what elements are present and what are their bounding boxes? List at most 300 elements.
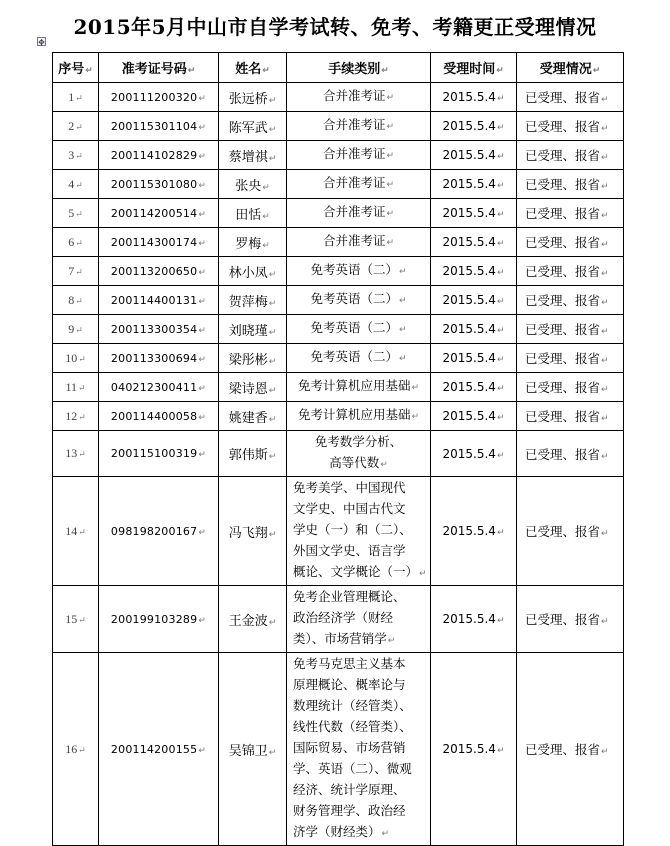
row-number-cell [53, 477, 99, 586]
paragraph-mark: ↵ [198, 93, 207, 104]
table-header-row [53, 53, 624, 83]
accept-status-cell [517, 286, 624, 315]
accept-status: 已受理、报省 [525, 322, 601, 337]
accept-status-cell [517, 228, 624, 257]
paragraph-mark: ↵ [496, 123, 505, 133]
procedure-type-cell [287, 373, 431, 402]
paragraph-mark: ↵ [78, 449, 86, 459]
paragraph-mark: ↵ [78, 744, 86, 755]
accept-status-cell [517, 653, 624, 846]
paragraph-mark: ↵ [601, 269, 609, 279]
candidate-name-cell [219, 431, 287, 477]
accept-date-cell [431, 141, 517, 170]
accept-date-cell [431, 653, 517, 846]
candidate-name: 张远桥 [228, 91, 268, 107]
table-row [53, 83, 624, 112]
paragraph-mark: ↵ [78, 382, 86, 393]
candidate-name-cell [219, 141, 287, 170]
paragraph-mark: ↵ [496, 268, 505, 278]
accept-status-cell [517, 257, 624, 286]
paragraph-mark: ↵ [496, 450, 505, 461]
exam-id: 200115100319 [110, 447, 198, 460]
paragraph-mark: ↵ [198, 325, 207, 336]
procedure-type-cell [287, 344, 431, 373]
paragraph-mark: ↵ [268, 153, 277, 164]
paragraph-mark: ↵ [78, 614, 86, 625]
row-number-cell [53, 402, 99, 431]
accept-status: 已受理、报省 [525, 612, 601, 627]
paragraph-mark: ↵ [268, 747, 277, 758]
paragraph-mark: ↵ [496, 528, 505, 538]
procedure-type: 免考英语（二） [310, 291, 398, 306]
row-number: 12 [65, 408, 78, 423]
paragraph-mark: ↵ [198, 238, 207, 249]
paragraph-mark: ↵ [198, 527, 207, 538]
table-row [53, 257, 624, 286]
exam-id: 200113300694 [110, 351, 198, 365]
exam-id-cell [99, 228, 219, 257]
header-no: 序号↵ [53, 53, 99, 83]
paragraph-mark: ↵ [75, 295, 83, 306]
accept-date: 2015.5.4 [442, 206, 496, 220]
row-number: 7 [68, 263, 75, 278]
procedure-type-cell [287, 112, 431, 141]
paragraph-mark: ↵ [75, 179, 83, 190]
row-number-cell [53, 315, 99, 344]
paragraph-mark: ↵ [496, 746, 505, 756]
accept-date: 2015.5.4 [442, 446, 496, 461]
paragraph-mark: ↵ [387, 636, 396, 646]
paragraph-mark: ↵ [198, 151, 207, 162]
row-number-cell [53, 83, 99, 112]
accept-status-cell [517, 344, 624, 373]
paragraph-mark: ↵ [601, 124, 609, 134]
accept-date-cell [431, 431, 517, 477]
procedure-type-cell [287, 477, 431, 586]
paragraph-mark: ↵ [198, 267, 207, 278]
procedure-type-cell [287, 315, 431, 344]
row-number: 3 [68, 147, 75, 162]
paragraph-mark: ↵ [268, 617, 277, 628]
procedure-type: 免考英语（二） [310, 262, 398, 277]
candidate-name: 贺萍梅 [228, 294, 268, 310]
exam-id-cell [99, 373, 219, 402]
paragraph-mark: ↵ [496, 326, 505, 336]
header-type: 手续类别↵ [287, 53, 431, 83]
procedure-type-cell [287, 286, 431, 315]
accept-date: 2015.5.4 [442, 264, 496, 278]
paragraph-mark: ↵ [381, 829, 390, 839]
paragraph-mark: ↵ [496, 152, 505, 162]
paragraph-mark: ↵ [198, 745, 207, 756]
paragraph-mark: ↵ [75, 266, 83, 277]
candidate-name: 王金波 [228, 613, 268, 629]
candidate-name: 张央 [235, 178, 262, 194]
row-number-cell [53, 199, 99, 228]
procedure-type-cell [287, 199, 431, 228]
paragraph-mark: ↵ [496, 297, 505, 307]
row-number-cell [53, 286, 99, 315]
exam-id-cell [99, 315, 219, 344]
paragraph-mark: ↵ [268, 452, 277, 462]
paragraph-mark: ↵ [262, 211, 270, 222]
accept-status-cell [517, 112, 624, 141]
table-move-handle-icon[interactable]: ✥ [38, 38, 45, 47]
row-number: 14 [65, 523, 78, 538]
accept-status: 已受理、报省 [525, 409, 601, 424]
procedure-type-cell [287, 228, 431, 257]
paragraph-mark: ↵ [601, 327, 609, 337]
paragraph-mark: ↵ [398, 296, 407, 306]
paragraph-mark: ↵ [268, 356, 277, 367]
accept-status-cell [517, 431, 624, 477]
paragraph-mark: ↵ [386, 209, 395, 219]
paragraph-mark: ↵ [198, 180, 207, 191]
paragraph-mark: ↵ [386, 151, 395, 161]
procedure-type: 合并准考证 [322, 204, 386, 219]
row-number: 13 [65, 446, 78, 460]
candidate-name: 罗梅 [235, 236, 262, 252]
exam-id: 200114102829 [110, 148, 198, 162]
exam-id-cell [99, 170, 219, 199]
paragraph-mark: ↵ [198, 412, 207, 423]
candidate-name: 林小凤 [228, 265, 268, 281]
procedure-type: 免考计算机应用基础 [297, 407, 411, 422]
accept-status: 已受理、报省 [525, 293, 601, 308]
procedure-type: 合并准考证 [322, 233, 386, 248]
paragraph-mark: ↵ [601, 95, 609, 105]
table-row [53, 112, 624, 141]
paragraph-mark: ↵ [601, 529, 609, 539]
accept-status: 已受理、报省 [525, 264, 601, 279]
row-number-cell [53, 373, 99, 402]
procedure-type: 免考英语（二） [310, 349, 398, 364]
accept-status: 已受理、报省 [525, 206, 601, 221]
procedure-type-cell [287, 257, 431, 286]
paragraph-mark: ↵ [398, 325, 407, 335]
candidate-name-cell [219, 477, 287, 586]
header-date: 受理时间↵ [431, 53, 517, 83]
row-number: 2 [68, 118, 75, 133]
row-number-cell [53, 228, 99, 257]
accept-date-cell [431, 586, 517, 653]
paragraph-mark: ↵ [386, 93, 395, 103]
exam-id: 200115301104 [110, 119, 198, 133]
accept-date: 2015.5.4 [442, 612, 496, 626]
accept-status: 已受理、报省 [525, 148, 601, 163]
paragraph-mark: ↵ [198, 209, 207, 220]
table-body [53, 83, 624, 846]
table-row [53, 402, 624, 431]
accept-date: 2015.5.4 [442, 235, 496, 249]
accept-date: 2015.5.4 [442, 380, 496, 394]
accept-status-cell [517, 141, 624, 170]
paragraph-mark: ↵ [75, 92, 83, 103]
row-number: 15 [65, 611, 78, 626]
accept-date-cell [431, 286, 517, 315]
accept-date: 2015.5.4 [442, 351, 496, 365]
candidate-name: 刘晓瑾 [228, 323, 268, 339]
paragraph-mark: ↵ [496, 355, 505, 365]
accept-status: 已受理、报省 [525, 742, 601, 757]
paragraph-mark: ↵ [496, 239, 505, 249]
row-number: 6 [68, 234, 75, 249]
row-number: 9 [68, 321, 75, 336]
candidate-name: 梁彤彬 [228, 352, 268, 368]
table-row [53, 228, 624, 257]
candidate-name-cell [219, 586, 287, 653]
paragraph-mark: ↵ [601, 385, 609, 395]
accept-date-cell [431, 373, 517, 402]
exam-id: 200113300354 [110, 322, 198, 336]
table-row [53, 477, 624, 586]
paragraph-mark: ↵ [268, 327, 277, 338]
table-row [53, 286, 624, 315]
procedure-type: 免考数学分析、 高等代数 [314, 434, 403, 470]
table-row [53, 586, 624, 653]
paragraph-mark: ↵ [601, 298, 609, 308]
procedure-type: 免考美学、中国现代 文学史、中国古代文 学史（一）和（二）、 外国文学史、语言学 概论、文学概论（一） [293, 480, 419, 579]
row-number-cell [53, 653, 99, 846]
exam-id: 200114300174 [110, 235, 198, 249]
paragraph-mark: ↵ [75, 150, 83, 161]
accept-status-cell [517, 586, 624, 653]
accept-status: 已受理、报省 [525, 446, 601, 462]
exam-id-cell [99, 257, 219, 286]
paragraph-mark: ↵ [386, 238, 395, 248]
acceptance-table [52, 52, 624, 846]
accept-date: 2015.5.4 [442, 322, 496, 336]
accept-status-cell [517, 373, 624, 402]
exam-id-cell [99, 402, 219, 431]
paragraph-mark: ↵ [496, 181, 505, 191]
candidate-name-cell [219, 402, 287, 431]
paragraph-mark: ↵ [496, 94, 505, 104]
candidate-name-cell [219, 199, 287, 228]
exam-id-cell [99, 431, 219, 477]
row-number: 16 [65, 741, 78, 756]
paragraph-mark: ↵ [398, 354, 407, 364]
accept-date-cell [431, 112, 517, 141]
page-title: 2015年5月中山市自学考试转、免考、考籍更正受理情况 [73, 15, 597, 39]
exam-id: 200114200514 [110, 206, 198, 220]
exam-id: 200114400131 [110, 293, 198, 307]
accept-date-cell [431, 170, 517, 199]
accept-date-cell [431, 477, 517, 586]
row-number: 10 [65, 350, 78, 365]
paragraph-mark: ↵ [198, 354, 207, 365]
accept-status: 已受理、报省 [525, 351, 601, 366]
candidate-name-cell [219, 170, 287, 199]
accept-status: 已受理、报省 [525, 380, 601, 395]
exam-id: 200114200155 [110, 742, 198, 756]
accept-status-cell [517, 315, 624, 344]
accept-date: 2015.5.4 [442, 409, 496, 423]
procedure-type-cell [287, 431, 431, 477]
exam-id-cell [99, 83, 219, 112]
accept-date-cell [431, 228, 517, 257]
row-number: 5 [68, 205, 75, 220]
accept-date: 2015.5.4 [442, 177, 496, 191]
table-row [53, 344, 624, 373]
exam-id-cell [99, 199, 219, 228]
row-number-cell [53, 141, 99, 170]
exam-id-cell [99, 286, 219, 315]
paragraph-mark: ↵ [386, 122, 395, 132]
exam-id-cell [99, 586, 219, 653]
paragraph-mark: ↵ [268, 269, 277, 280]
accept-date: 2015.5.4 [442, 524, 496, 538]
paragraph-mark: ↵ [496, 413, 505, 423]
accept-status-cell [517, 402, 624, 431]
paragraph-mark: ↵ [268, 95, 277, 106]
row-number: 8 [68, 292, 75, 307]
row-number-cell [53, 431, 99, 477]
paragraph-mark: ↵ [601, 414, 609, 424]
paragraph-mark: ↵ [601, 240, 609, 250]
procedure-type: 合并准考证 [322, 146, 386, 161]
accept-status: 已受理、报省 [525, 235, 601, 250]
procedure-type-cell [287, 141, 431, 170]
paragraph-mark: ↵ [411, 412, 420, 422]
table-row [53, 373, 624, 402]
paragraph-mark: ↵ [601, 356, 609, 366]
paragraph-mark: ↵ [601, 211, 609, 221]
paragraph-mark: ↵ [268, 529, 277, 540]
candidate-name-cell [219, 112, 287, 141]
paragraph-mark: ↵ [398, 267, 407, 277]
accept-date-cell [431, 83, 517, 112]
paragraph-mark: ↵ [496, 384, 505, 394]
accept-status-cell [517, 199, 624, 228]
accept-date-cell [431, 402, 517, 431]
exam-id-cell [99, 653, 219, 846]
exam-id: 098198200167 [110, 524, 198, 538]
procedure-type: 合并准考证 [322, 117, 386, 132]
paragraph-mark: ↵ [75, 324, 83, 335]
paragraph-mark: ↵ [78, 353, 86, 364]
row-number: 11 [65, 379, 77, 394]
table-row [53, 199, 624, 228]
candidate-name: 冯飞翔 [228, 525, 268, 541]
procedure-type-cell [287, 586, 431, 653]
header-id: 准考证号码↵ [99, 53, 219, 83]
paragraph-mark: ↵ [601, 617, 609, 627]
paragraph-mark: ↵ [198, 122, 207, 133]
table-row [53, 431, 624, 477]
paragraph-mark: ↵ [268, 124, 277, 135]
accept-date-cell [431, 199, 517, 228]
exam-id-cell [99, 477, 219, 586]
row-number-cell [53, 344, 99, 373]
paragraph-mark: ↵ [268, 298, 277, 309]
accept-status-cell [517, 83, 624, 112]
paragraph-mark: ↵ [496, 616, 505, 626]
accept-date: 2015.5.4 [442, 90, 496, 104]
candidate-name: 蔡增祺 [228, 149, 268, 165]
exam-id: 200199103289 [110, 612, 198, 626]
exam-id: 200114400058 [110, 409, 198, 423]
paragraph-mark: ↵ [262, 240, 270, 251]
procedure-type: 免考马克思主义基本 原理概论、概率论与 数理统计（经管类）、 线性代数（经管类）、 国际贸易、市场营销 学、英语（二）、微观 经济、统计学原理、 财务管理学、政治经 济学（财经类） [293, 656, 412, 839]
accept-status-cell [517, 477, 624, 586]
row-number: 1 [68, 89, 75, 104]
candidate-name: 陈军武 [228, 120, 268, 136]
row-number-cell [53, 257, 99, 286]
accept-status: 已受理、报省 [525, 90, 601, 105]
accept-status: 已受理、报省 [525, 119, 601, 134]
procedure-type: 免考计算机应用基础 [297, 378, 411, 393]
accept-status-cell [517, 170, 624, 199]
candidate-name-cell [219, 344, 287, 373]
procedure-type-cell [287, 170, 431, 199]
accept-date-cell [431, 344, 517, 373]
candidate-name: 吴锦卫 [228, 743, 268, 759]
accept-date: 2015.5.4 [442, 742, 496, 756]
table-row [53, 315, 624, 344]
candidate-name: 郭伟斯 [228, 448, 268, 463]
candidate-name-cell [219, 315, 287, 344]
accept-status: 已受理、报省 [525, 524, 601, 539]
candidate-name-cell [219, 228, 287, 257]
paragraph-mark: ↵ [268, 414, 277, 425]
paragraph-mark: ↵ [75, 208, 83, 219]
paragraph-mark: ↵ [419, 569, 427, 579]
table-row [53, 170, 624, 199]
paragraph-mark: ↵ [601, 451, 609, 462]
exam-id: 200111200320 [110, 90, 198, 104]
paragraph-mark: ↵ [198, 615, 207, 626]
paragraph-mark: ↵ [198, 383, 207, 394]
paragraph-mark: ↵ [601, 182, 609, 192]
exam-id: 200115301080 [110, 177, 198, 191]
exam-id: 200113200650 [110, 264, 198, 278]
accept-date: 2015.5.4 [442, 293, 496, 307]
paragraph-mark: ↵ [78, 411, 86, 422]
paragraph-mark: ↵ [75, 237, 83, 248]
paragraph-mark: ↵ [496, 210, 505, 220]
paragraph-mark: ↵ [198, 296, 207, 307]
candidate-name: 梁诗恩 [228, 381, 268, 397]
header-name: 姓名↵ [219, 53, 287, 83]
paragraph-mark: ↵ [262, 182, 270, 193]
table-row [53, 653, 624, 846]
paragraph-mark: ↵ [601, 153, 609, 163]
procedure-type-cell [287, 653, 431, 846]
paragraph-mark: ↵ [601, 747, 609, 757]
procedure-type-cell [287, 402, 431, 431]
paragraph-mark: ↵ [268, 385, 277, 396]
candidate-name-cell [219, 257, 287, 286]
row-number-cell [53, 170, 99, 199]
candidate-name-cell [219, 286, 287, 315]
exam-id-cell [99, 141, 219, 170]
paragraph-mark: ↵ [75, 121, 83, 132]
accept-date: 2015.5.4 [442, 119, 496, 133]
candidate-name: 姚建香 [228, 410, 268, 426]
procedure-type: 合并准考证 [322, 175, 386, 190]
procedure-type: 合并准考证 [322, 88, 386, 103]
procedure-type: 免考英语（二） [310, 320, 398, 335]
row-number-cell [53, 112, 99, 141]
accept-date-cell [431, 257, 517, 286]
row-number-cell [53, 586, 99, 653]
paragraph-mark: ↵ [411, 383, 420, 393]
candidate-name: 田恬 [235, 207, 262, 223]
table-row [53, 141, 624, 170]
paragraph-mark: ↵ [78, 526, 86, 537]
candidate-name-cell [219, 373, 287, 402]
